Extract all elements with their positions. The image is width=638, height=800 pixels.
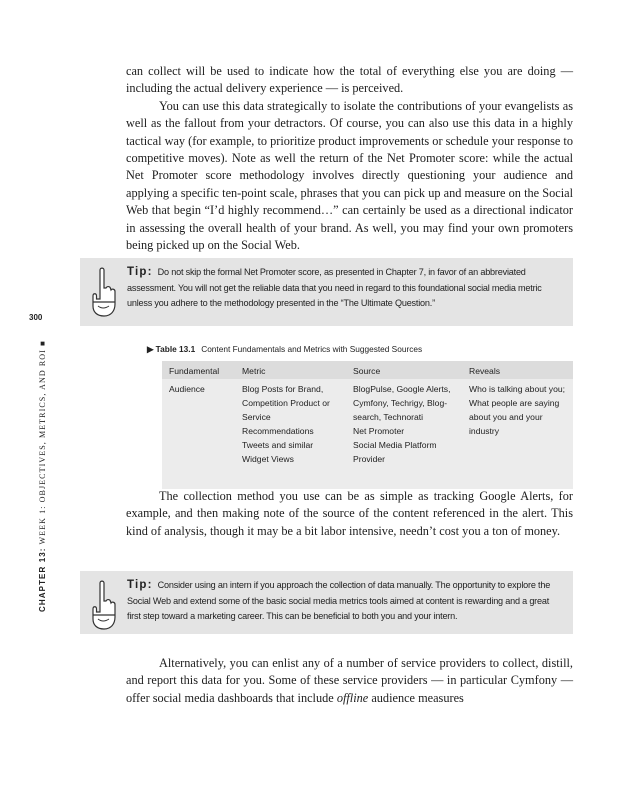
source-line: Cymfony, Techrigy, Blog- [353,398,448,408]
metric-line: Recommendations [242,426,314,436]
body-text-middle [126,488,573,540]
page-number: 300 [29,313,43,322]
cell-reveals [469,382,571,438]
paragraph-collection-method: The collection method you use can be as simple as tracking Google Alerts, for example, and then making note of the source of the content referenced in the alert. This kind of analysis, though it may be a bit labor intensive, needn’t cost you a ton of money. [126,489,573,538]
para-emphasis: offline [336,690,369,705]
pointing-hand-icon [88,579,118,633]
chapter-running-head [38,340,47,612]
table-title: Content Fundamentals and Metrics with Suggested Sources [201,344,423,354]
reveals-line: about you and your [469,412,543,422]
source-line: Provider [353,454,385,464]
cell-metric [242,382,348,466]
paragraph-service-providers [126,655,573,707]
content-metrics-table [162,361,573,489]
tip-body: Do not skip the formal Net Promoter score, as presented in Chapter 7, in favor of an abbreviated assessment. You will not get the reliable data that you need in regard to this foundational social media metric unless you adhere to the methodology presented in the “The Ultimate Question.” [127,267,542,309]
source-line: BlogPulse, Google Alerts, [353,384,451,394]
metric-line: Competition Product or [242,398,330,408]
cell-source [353,382,465,466]
metric-line: Service [242,412,271,422]
pointing-hand-icon [88,266,118,320]
header-fundamental: Fundamental [169,366,220,376]
reveals-line: What people are saying [469,398,560,408]
tip-text [127,578,555,625]
table-header-row [162,361,573,379]
chapter-title: WEEK 1: OBJECTIVES, METRICS, AND ROI [38,349,47,545]
cell-fundamental: Audience [169,384,205,394]
tip-label: Tip: [127,579,153,591]
paragraph-strategic-use: You can use this data strategically to isolate the contributions of your evangelists as well as the fallout from your detractors. Of course, you can also use this data in a highly tactical way (for example, to prioritize product improvements or schedule your response to competitive moves). Note as well the return of the Net Promoter score: while the actual Net Promoter score methodology involves directly questioning your audience and applying a specific ten-point scale, phrases that you can pick up and measure on the Social Web that begin “I’d highly recommend…” can certainly be used as a directional indicator in assessing the overall health of your brand. As well, you may find your own promoters being picked up on the Social Web. [126,98,573,253]
reveals-line: Who is talking about you; [469,384,566,394]
source-line: Social Media Platform [353,440,437,450]
metric-line: Blog Posts for Brand, [242,384,324,394]
body-text-top [126,63,573,254]
tip-label: Tip: [127,266,153,278]
chapter-label: CHAPTER 13: [38,547,47,612]
para-text-end: audience measures [371,690,464,705]
tip-text [127,265,555,312]
header-metric: Metric [242,366,266,376]
source-line: search, Technorati [353,412,424,422]
table-number: ▶ Table 13.1 [147,344,196,354]
para-text: Alternatively, you can enlist any of a number of service providers to collect, distill, and report this data for you. Some of these service providers — in particular Cymfony — offer social media dashboards that include [126,656,573,705]
source-line: Net Promoter [353,426,405,436]
chapter-marker: ■ [38,340,47,346]
metric-line: Tweets and similar [242,440,314,450]
header-source: Source [353,366,381,376]
header-reveals: Reveals [469,366,501,376]
body-text-bottom [126,655,573,707]
table-row [162,379,573,489]
paragraph-continuation: can collect will be used to indicate how the total of everything else you are doing — including the actual delivery experience — is perceived. [126,64,573,96]
tip-box-net-promoter [80,258,573,326]
table-caption [147,344,422,354]
tip-box-intern [80,571,573,634]
tip-body: Consider using an intern if you approach the collection of data manually. The opportunity to explore the Social Web and extend some of the basic social media metrics tools aimed at content is rewarding and a great first step toward a marketing career. This can be beneficial to both you and your intern. [127,580,551,622]
metric-line: Widget Views [242,454,294,464]
reveals-line: industry [469,426,500,436]
